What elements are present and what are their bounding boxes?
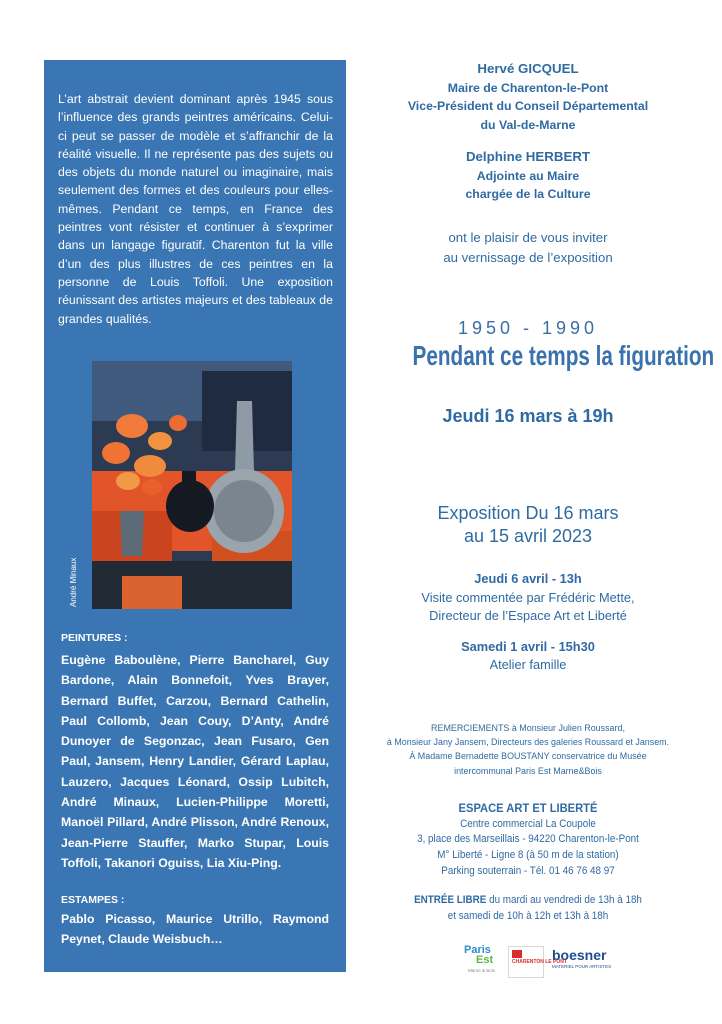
- hosts-block: [372, 60, 684, 204]
- venue-line4: Parking souterrain - Tél. 01 46 76 48 97: [441, 864, 615, 877]
- host1-name: Hervé GICQUEL: [477, 61, 579, 76]
- venue-line2: 3, place des Marseillais - 94220 Charenton-le-Pont: [417, 833, 639, 846]
- hours-line1: du mardi au vendredi de 13h à 18h: [486, 894, 642, 906]
- boesner-logo-subtext: MATERIEL POUR ARTISTES: [552, 964, 612, 969]
- boesner-logo: [552, 947, 612, 977]
- host1-role1: Maire de Charenton-le-Pont: [447, 80, 609, 95]
- opening-date: Jeudi 16 mars à 19h: [442, 406, 614, 426]
- exhibition-years: 1950 - 1990: [457, 318, 599, 338]
- host1-role3: du Val-de-Marne: [480, 117, 576, 132]
- thanks-line3: À Madame Bernadette BOUSTANY conservatrice du Musée: [409, 751, 647, 763]
- venue-line1: Centre commercial La Coupole: [460, 817, 596, 830]
- event2-title: Samedi 1 avril - 15h30: [461, 638, 595, 654]
- host2-role2: chargée de la Culture: [465, 187, 591, 201]
- event2-line1: Atelier famille: [489, 657, 567, 672]
- left-panel: [44, 60, 346, 972]
- venue-name: ESPACE ART ET LIBERTÉ: [458, 801, 598, 815]
- host2-role1: Adjointe au Maire: [476, 168, 580, 183]
- venue-block: [383, 801, 673, 880]
- thanks-line1: REMERCIEMENTS à Monsieur Julien Roussard,: [431, 723, 625, 734]
- invite-block: [372, 228, 684, 268]
- charenton-logo: [508, 946, 567, 978]
- thanks-block: [383, 722, 673, 779]
- event1-line1: Visite commentée par Frédéric Mette,: [421, 589, 635, 605]
- paintings-label: PEINTURES :: [61, 632, 128, 644]
- range-line2: au 15 avril 2023: [463, 526, 593, 546]
- thanks-line4: intercommunal Paris Est Marne&Bois: [454, 765, 602, 777]
- venue-line3: M° Liberté - Ligne 8 (à 50 m de la station): [437, 849, 619, 862]
- intro-text: L’art abstrait devient dominant après 1945 sous l’influence des grands peintres américains. Celui-ci peut se passer de modèle et s’affranchir de la réalité visuelle. Il ne représente pas des sujets ou des objets du monde naturel ou imaginaire, mais seulement des formes et des couleurs pour elles-mêmes. Pendant ce temps, en France des peintres vont résister et continuer à s’exprimer dans un langage figuratif. Charenton fut la ville d’un des plus illustres de ces peintres en la personne de Louis Toffoli. Une exposition réunissant des artistes majeurs et des tableaux de grandes qualités.: [58, 92, 333, 326]
- boesner-logo-text: boesner: [552, 947, 607, 963]
- charenton-logo-text: CHARENTON LE PONT: [512, 959, 567, 965]
- range-line1: Exposition Du 16 mars: [437, 503, 619, 523]
- hours-line2: et samedi de 10h à 12h et 13h à 18h: [447, 909, 609, 922]
- paris-est-logo-text1: Paris: [464, 944, 491, 956]
- paris-est-logo-text2: Est: [476, 954, 494, 966]
- hours-block: [383, 893, 673, 924]
- painting-image: [92, 361, 292, 609]
- event1-title: Jeudi 6 avril - 13h: [474, 571, 582, 586]
- invite-line2: au vernissage de l’exposition: [443, 250, 613, 265]
- events-block: [372, 570, 684, 675]
- prints-artists: Pablo Picasso, Maurice Utrillo, Raymond Peynet, Claude Weisbuch…: [61, 912, 329, 947]
- exhibition-dates: [372, 502, 684, 548]
- paris-est-logo-text3: Marne & Bois: [468, 968, 496, 973]
- invite-line1: ont le plaisir de vous inviter: [448, 230, 608, 245]
- host2-name: Delphine HERBERT: [465, 149, 591, 164]
- painting-credit: André Minaux: [69, 557, 78, 607]
- thanks-line2: à Monsieur Jany Jansem, Directeurs des galeries Roussard et Jansem.: [386, 737, 670, 749]
- free-entry-label: ENTRÉE LIBRE: [414, 894, 487, 906]
- host1-role2: Vice-Président du Conseil Départemental: [407, 99, 649, 113]
- paintings-artists: Eugène Baboulène, Pierre Bancharel, Guy Bardone, Alain Bonnefoit, Yves Brayer, Bernard Buffet, Carzou, Bernard Cathelin, Paul Collomb, Jean Couy, D’Anty, André Dunoyer de Segonzac, Jean Fusaro, Gen Paul, Jansem, Henry Landier, Gérard Laplau, Lauzero, Jacques Léonard, Ossip Lubitch, André Minaux, Lucien-Philippe Moretti, Manoël Pillard, André Plisson, André Renoux, Jean-Pierre Stauffer, Marko Stupar, Louis Toffoli, Takanori Oguiss, Lia Xiu-Ping.: [61, 653, 329, 870]
- event1-line2: Directeur de l’Espace Art et Liberté: [429, 608, 627, 623]
- prints-label: ESTAMPES :: [61, 894, 125, 906]
- paris-est-logo: [462, 944, 500, 978]
- charenton-logo-mark: [512, 950, 522, 958]
- exhibition-title: Pendant ce temps la figuration: [412, 340, 715, 371]
